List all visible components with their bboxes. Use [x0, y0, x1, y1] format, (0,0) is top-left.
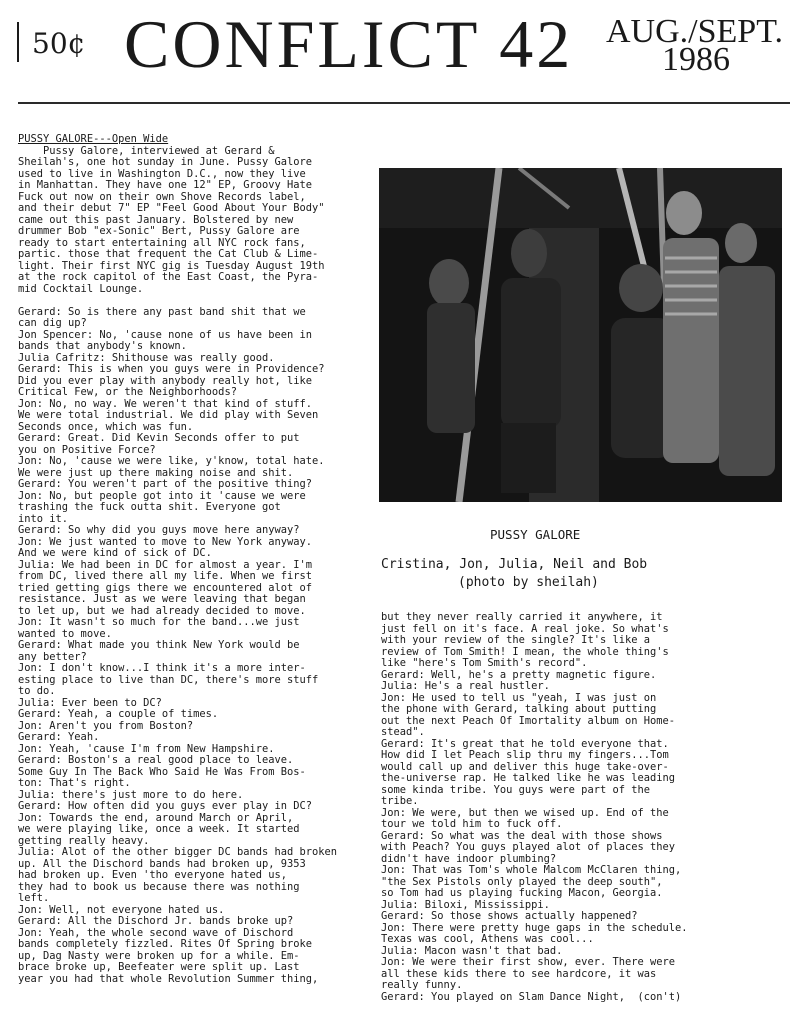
left-line: Gerard: All the Dischord Jr. bands broke up? [18, 915, 294, 927]
left-line: wanted to move. [18, 627, 112, 640]
issue-date-year: 1986 [662, 41, 730, 78]
article-left-column [18, 134, 368, 1019]
left-line: Julia: there's just more to do here. [18, 788, 244, 801]
right-line: tour we told him to fuck off. [381, 818, 563, 830]
article-left-body [18, 145, 337, 985]
left-line: Julia: Alot of the other bigger DC bands had broken [18, 846, 338, 858]
article-right-body [381, 612, 688, 1003]
left-line: they had to book us because there was nothing [18, 880, 300, 893]
left-line: bands completely fizzled. Rites Of Spring broke [18, 938, 313, 950]
band-photo [379, 168, 782, 502]
band-photo-image [379, 168, 782, 502]
issue-price: 50¢ [32, 27, 86, 60]
left-line: trashing the fuck outta shit. Everyone got [18, 501, 281, 513]
left-line: into it. [18, 512, 69, 525]
left-line: Gerard: Yeah, a couple of times. [18, 708, 219, 720]
left-line: Gerard: What made you think New York would be [18, 639, 300, 651]
left-line: brace broke up, Beefeater were split up. Last [18, 961, 300, 973]
left-line: to let up, but we had already decided to move. [18, 604, 306, 617]
masthead [0, 0, 812, 110]
left-line: Critical Few, or the Neighborhoods? [18, 386, 237, 398]
right-line: How did I let Peach slip thru my fingers...Tom [381, 749, 669, 761]
left-line: Jon: Yeah, 'cause I'm from New Hampshire. [18, 742, 275, 755]
left-line: drummer Bob "ex-Sonic" Bert, Pussy Galore are [18, 225, 300, 237]
right-line: Julia: Biloxi, Mississippi. [381, 898, 550, 911]
left-line: any better? [18, 650, 87, 663]
left-line: Julia Cafritz: Shithouse was really good. [18, 351, 275, 364]
right-line: Jon: We were, but then we wised up. End of the [381, 806, 669, 819]
left-line: We were just up there making noise and shit. [18, 466, 294, 479]
right-line: with Peach? You guys played alot of places they [381, 841, 676, 853]
right-line: Julia: Macon wasn't that bad. [381, 944, 563, 957]
left-line: Jon: I don't know...I think it's a more inter- [18, 662, 306, 674]
photo-caption-names: Cristina, Jon, Julia, Neil and Bob [381, 557, 648, 572]
masthead-rule [18, 102, 790, 104]
right-line: Gerard: It's great that he told everyone that. [381, 737, 669, 750]
left-line: getting really heavy. [18, 834, 150, 847]
right-line: some kinda tribe. You guys were part of the [381, 783, 650, 796]
right-line: Julia: He's a real hustler. [381, 680, 550, 692]
right-line: "the Sex Pistols only played the deep south", [381, 875, 663, 888]
right-line: didn't have indoor plumbing? [381, 852, 557, 865]
right-line: Gerard: You played on Slam Dance Night, (con't) [381, 990, 682, 1003]
left-line: bands that anybody's known. [18, 340, 187, 352]
right-line: so Tom had us playing fucking Macon, Georgia. [381, 887, 663, 899]
left-line: And we were kind of sick of DC. [18, 547, 212, 559]
photo-caption-credit: (photo by sheilah) [458, 575, 599, 590]
left-line: we were playing like, once a week. It started [18, 823, 300, 835]
left-line: We were total industrial. We did play with Seven [18, 409, 319, 421]
left-line: up. All the Dischord bands had broken up, 9353 [18, 857, 306, 870]
article-right-column [381, 612, 791, 1020]
left-line: ready to start entertaining all NYC rock fans, [18, 236, 306, 249]
left-line: ton: That's right. [18, 777, 131, 789]
left-line: Jon: Aren't you from Boston? [18, 719, 194, 732]
right-line: Jon: We were their first show, ever. There were [381, 956, 676, 968]
left-line: Did you ever play with anybody really hot, like [18, 374, 313, 387]
masthead-bar [17, 22, 19, 62]
left-line: Jon: It wasn't so much for the band...we just [18, 616, 300, 628]
article-headline: PUSSY GALORE---Open Wide [18, 134, 169, 145]
left-line: and their debut 7" EP "Feel Good About Your Body" [18, 202, 325, 214]
right-line: Gerard: So those shows actually happened? [381, 910, 638, 922]
left-line: came out this past January. Bolstered by new [18, 213, 294, 226]
left-line: Jon: No, but people got into it 'cause we were [18, 489, 306, 502]
left-line: from DC, lived there all my life. When we first [18, 570, 313, 582]
right-line: Jon: There were pretty huge gaps in the schedule. [381, 921, 688, 934]
left-line: Gerard: You weren't part of the positive thing? [18, 478, 313, 490]
left-line: Gerard: Boston's a real good place to leave. [18, 754, 294, 766]
left-line: can dig up? [18, 317, 87, 329]
left-line: light. Their first NYC gig is Tuesday August 19th [18, 259, 325, 272]
right-line: really funny. [381, 979, 463, 991]
left-line: at the rock capitol of the East Coast, the Pyra- [18, 271, 319, 283]
right-line: the-universe rap. He talked like he was leading [381, 772, 676, 784]
right-line: Texas was cool, Athens was cool... [381, 933, 594, 945]
left-line: Gerard: This is when you guys were in Providence? [18, 363, 325, 375]
right-line: review of Tom Smith! I mean, the whole thing's [381, 645, 669, 658]
left-line: tried getting gigs there we encountered alot of [18, 581, 313, 594]
left-line: in Manhattan. They have one 12" EP, Groovy Hate [18, 179, 313, 191]
left-line: resistance. Just as we were leaving that began [18, 593, 306, 605]
right-line: Jon: He used to tell us "yeah, I was just on [381, 691, 657, 704]
left-line: Julia: We had been in DC for almost a year. I'm [18, 558, 313, 571]
left-line: Sheilah's, one hot sunday in June. Pussy Galore [18, 156, 313, 168]
right-line: would call up and deliver this huge take-over- [381, 760, 669, 773]
left-line: Pussy Galore, interviewed at Gerard & [18, 144, 275, 157]
left-line: Gerard: Great. Did Kevin Seconds offer to put [18, 432, 300, 444]
left-line: left. [18, 892, 50, 904]
right-line: just fell on it's face. A real joke. So what's [381, 622, 669, 635]
right-line: Gerard: Well, he's a pretty magnetic figure. [381, 668, 657, 681]
left-line: Gerard: So why did you guys move here anyway? [18, 524, 300, 536]
left-line: Julia: Ever been to DC? [18, 696, 162, 709]
right-line: stead". [381, 726, 425, 738]
left-line: you on Positive Force? [18, 443, 156, 456]
left-line: Gerard: How often did you guys ever play in DC? [18, 800, 313, 812]
left-line: Jon: Well, not everyone hated us. [18, 903, 225, 916]
issue-date-month: AUG./SEPT. [606, 13, 783, 50]
left-line: Fuck out now on their own Shove Records label, [18, 190, 306, 203]
right-line: out the next Peach Of Imortality album on Home- [381, 714, 676, 727]
right-line: all these kids there to see hardcore, it was [381, 967, 657, 980]
left-line: had broken up. Even 'tho everyone hated us, [18, 869, 287, 881]
left-line: Gerard: So is there any past band shit that we [18, 305, 306, 318]
left-line: mid Cocktail Lounge. [18, 282, 144, 295]
left-line: Jon: No, 'cause we were like, y'know, total hate. [18, 455, 325, 467]
right-line: with your review of the single? It's like a [381, 634, 650, 646]
right-line: the phone with Gerard, talking about putting [381, 703, 657, 715]
right-line: like "here's Tom Smith's record". [381, 657, 588, 669]
left-line: Jon: Yeah, the whole second wave of Dischord [18, 926, 294, 939]
left-line: partic. those that frequent the Cat Club & Lime- [18, 248, 319, 260]
left-line: to do. [18, 685, 56, 697]
photo-caption-title: PUSSY GALORE [490, 527, 581, 542]
right-line: Jon: That was Tom's whole Malcom McClaren thing, [381, 864, 682, 876]
magazine-title: CONFLICT 42 [124, 6, 574, 82]
left-line: up, Dag Nasty were broken up for a while. Em- [18, 949, 300, 962]
left-line: Some Guy In The Back Who Said He Was From Bos- [18, 765, 306, 778]
left-line: Jon Spencer: No, 'cause none of us have been in [18, 328, 313, 341]
right-line: but they never really carried it anywhere, it [381, 612, 663, 623]
left-line: year you had that whole Revolution Summer thing, [18, 972, 319, 985]
left-line: Seconds once, which was fun. [18, 420, 194, 433]
right-line: tribe. [381, 795, 419, 807]
left-line: Jon: We just wanted to move to New York anyway. [18, 535, 313, 548]
left-line: esting place to live than DC, there's more stuff [18, 673, 319, 686]
right-line: Gerard: So what was the deal with those shows [381, 829, 663, 842]
left-line: used to live in Washington D.C., now they live [18, 167, 306, 180]
left-line: Jon: Towards the end, around March or April, [18, 811, 294, 824]
left-line: Gerard: Yeah. [18, 731, 100, 743]
left-line: Jon: No, no way. We weren't that kind of stuff. [18, 397, 313, 410]
